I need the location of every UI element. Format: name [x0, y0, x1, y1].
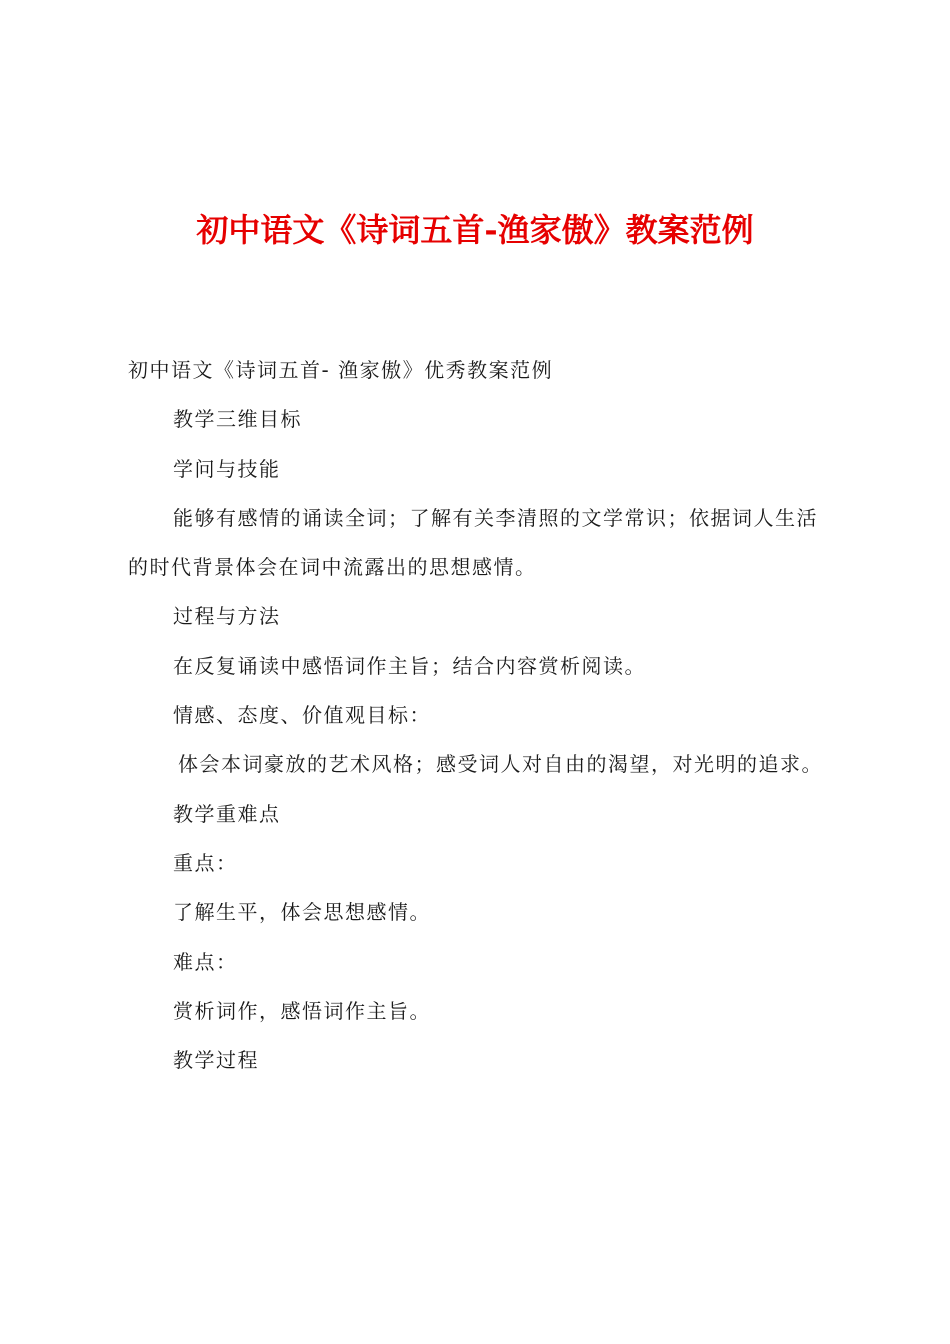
heading-teaching-process: 教学过程: [173, 1048, 259, 1073]
paragraph-knowledge-skills: 能够有感情的诵读全词；了解有关李清照的文学常识；依据词人生活的时代背景体会在词中流露出的思想感情。: [128, 505, 818, 580]
heading-key-difficulties: 教学重难点: [173, 801, 281, 826]
document-subtitle: 初中语文《诗词五首- 渔家傲》优秀教案范例: [128, 358, 554, 382]
heading-knowledge-skills: 学问与技能: [173, 456, 281, 481]
paragraph-difficulties: 赏析词作，感悟词作主旨。: [173, 998, 431, 1023]
heading-teaching-objectives: 教学三维目标: [173, 407, 302, 432]
document-title: 初中语文《诗词五首-渔家傲》教案范例: [196, 211, 754, 249]
label-difficulties: 难点：: [173, 949, 238, 974]
paragraph-key-points: 了解生平，体会思想感情。: [173, 900, 431, 925]
paragraph-process-method: 在反复诵读中感悟词作主旨；结合内容赏析阅读。: [173, 653, 646, 678]
heading-emotion-values: 情感、态度、价值观目标：: [173, 703, 431, 728]
document-body: [128, 346, 834, 1085]
heading-process-method: 过程与方法: [173, 604, 281, 629]
label-key-points: 重点：: [173, 850, 238, 875]
paragraph-emotion-values: 体会本词豪放的艺术风格；感受词人对自由的渴望，对光明的追求。: [178, 752, 823, 777]
